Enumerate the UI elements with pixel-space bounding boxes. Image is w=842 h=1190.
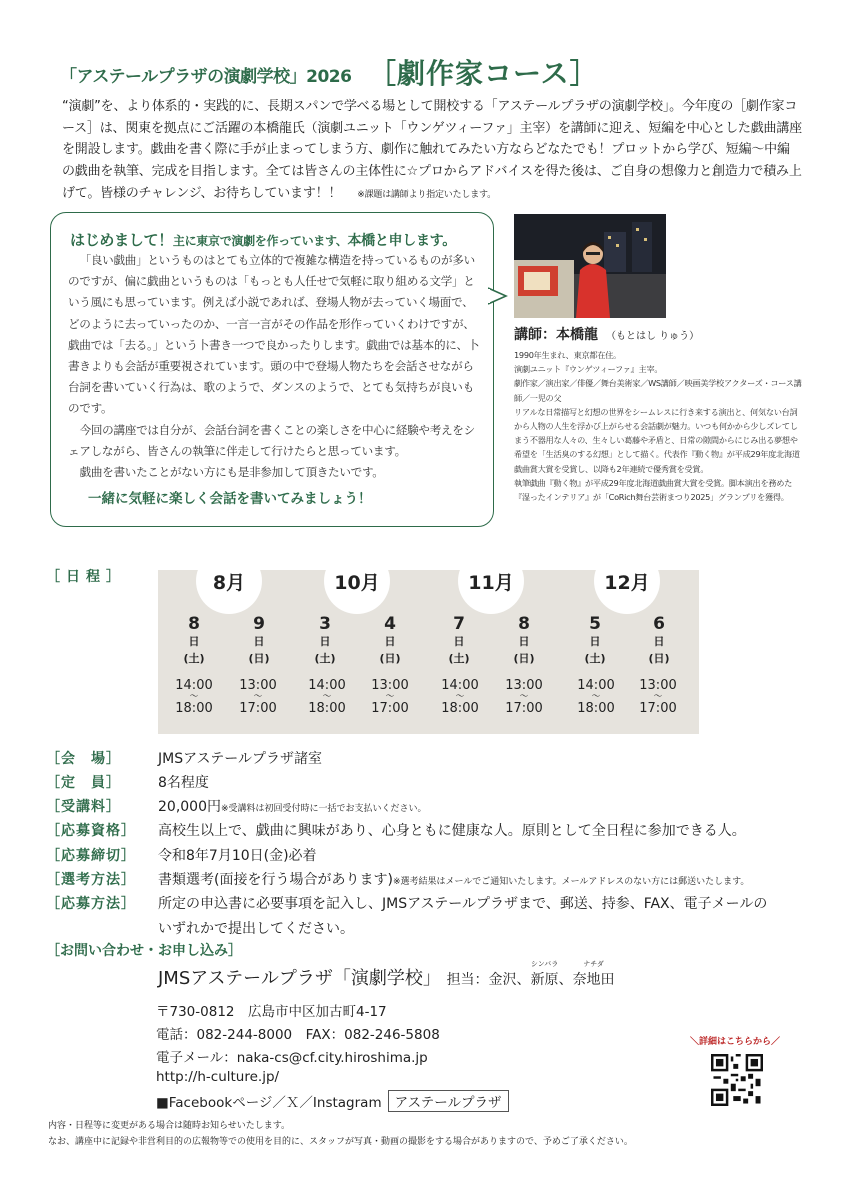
day-kanji: 日 (518, 635, 530, 648)
schedule-day (239, 616, 279, 667)
detail-text: 書類選考(面接を行う場合があります) (158, 872, 393, 888)
message-paragraph: 戯曲を書いたことがない方にも是非参加して頂きたいです。 (79, 465, 384, 480)
message-body (68, 250, 480, 483)
schedule-day (639, 616, 679, 667)
detail-value (158, 820, 746, 840)
org-name: JMSアステールプラザ「演劇学校」 (158, 968, 441, 989)
time-end: 18:00 (577, 701, 615, 716)
person-ruby: シンバラ (530, 960, 559, 968)
detail-text: 20,000円 (158, 799, 221, 815)
person-name (572, 960, 615, 989)
day-kanji: 日 (653, 635, 665, 648)
contact-label: ［お問い合わせ・お申し込み］ (46, 943, 242, 959)
time-end: 17:00 (371, 701, 409, 716)
month-badge: 10月 (324, 548, 390, 614)
schedule-day (305, 616, 345, 667)
contact-email[interactable]: 電子メール：naka-cs@cf.city.hiroshima.jp (156, 1050, 428, 1066)
month-badge: 12月 (594, 548, 660, 614)
time-end: 17:00 (505, 701, 543, 716)
greeting-hello: はじめまして！ (70, 231, 173, 249)
time-start: 13:00 (639, 678, 677, 693)
course-title: ［劇作家コース］ (368, 57, 599, 90)
day-number: 8 (518, 614, 530, 634)
day-number: 3 (319, 614, 331, 634)
bio-line: 演劇ユニット『ウンゲツィーファ』主宰。 (514, 364, 663, 375)
schedule-time (164, 678, 224, 716)
instructor-kana: （もとはし りゅう） (606, 331, 700, 342)
day-weekday: (日) (648, 652, 670, 665)
day-number: 4 (384, 614, 396, 634)
detail-label: ［応募資格］ (46, 823, 136, 839)
detail-label: ［定 員］ (46, 775, 121, 791)
day-weekday: (日) (379, 652, 401, 665)
contact-phone: 電話：082-244-8000 FAX：082-246-5808 (156, 1027, 440, 1043)
instructor-name (514, 324, 699, 344)
schedule-time (628, 678, 688, 716)
month-badge: 8月 (196, 548, 262, 614)
detail-label: ［受講料］ (46, 799, 121, 815)
schedule-day (439, 616, 479, 667)
contact-persons (446, 960, 615, 988)
detail-text: 所定の申込書に必要事項を記入し、JMSアステールプラザまで、郵送、持参、FAX、電子メールの (158, 896, 768, 912)
contact-url[interactable]: http://h-culture.jp/ (156, 1069, 280, 1085)
message-closing: 一緒に気軽に楽しく会話を書いてみましょう！ (88, 491, 372, 507)
day-kanji: 日 (253, 635, 265, 648)
schedule-day (575, 616, 615, 667)
schedule-time (228, 678, 288, 716)
day-number: 6 (653, 614, 665, 634)
time-separator: 〜 (189, 692, 199, 702)
time-separator: 〜 (591, 692, 601, 702)
course-subtitle: 「アステールプラザの演劇学校」2026 (60, 67, 352, 87)
person-ruby: ナチダ (583, 960, 604, 968)
schedule-time (360, 678, 420, 716)
day-weekday: (土) (314, 652, 336, 665)
detail-note: ※選考結果はメールでご通知いたします。メールアドレスのない方には郵送いたします。 (392, 877, 750, 887)
instructor-bio (514, 348, 804, 504)
time-start: 13:00 (239, 678, 277, 693)
bubble-tail (488, 286, 508, 306)
person-text: 新原 (530, 972, 559, 988)
detail-value (158, 869, 749, 889)
greeting-sub: 主に東京で演劇を作っています、 (172, 234, 348, 248)
day-kanji: 日 (384, 635, 396, 648)
message-greeting (70, 229, 456, 250)
detail-text: JMSアステールプラザ諸室 (158, 751, 322, 767)
bio-line: 劇作家／演出家／俳優／舞台美術家／WS講師／映画美学校アクターズ・コース講師／一児の父 (514, 378, 802, 403)
schedule-time (494, 678, 554, 716)
time-separator: 〜 (253, 692, 263, 702)
contact-org (158, 960, 615, 990)
qr-code-icon[interactable] (711, 1054, 763, 1106)
footer-note-1: 内容・日程等に変更がある場合は随時お知らせいたします。 (48, 1121, 291, 1131)
name-separator: 、 (558, 972, 573, 988)
detail-value (158, 772, 209, 792)
detail-value (158, 796, 427, 816)
sns-search-box[interactable]: アステールプラザ (388, 1090, 509, 1112)
time-start: 14:00 (175, 678, 213, 693)
day-weekday: (日) (248, 652, 270, 665)
schedule-time (430, 678, 490, 716)
detail-label: ［応募方法］ (46, 896, 136, 912)
contact-sns (156, 1090, 509, 1112)
schedule-label: ［日程］ (46, 569, 126, 585)
sns-list: ■Facebookページ／Ｘ／Instagram (156, 1095, 382, 1111)
detail-note: ※受講料は初回受付時に一括でお支払いください。 (221, 804, 427, 814)
time-separator: 〜 (322, 692, 332, 702)
bio-line: 1990年生まれ、東京都在住。 (514, 350, 621, 360)
time-separator: 〜 (455, 692, 465, 702)
day-number: 9 (253, 614, 265, 634)
detail-label: ［会 場］ (46, 751, 121, 767)
detail-label: ［応募締切］ (46, 848, 136, 864)
day-weekday: (日) (513, 652, 535, 665)
time-start: 14:00 (441, 678, 479, 693)
schedule-day (370, 616, 410, 667)
time-end: 18:00 (441, 701, 479, 716)
time-start: 14:00 (577, 678, 615, 693)
schedule-day (174, 616, 214, 667)
schedule-time (566, 678, 626, 716)
time-start: 14:00 (308, 678, 346, 693)
bio-line: 執筆戯曲『動く物』が平成29年度北海道戯曲賞大賞を受賞。脚本演出を務めた『湿ったインテリア』が「CoRich舞台芸術まつり2025」グランプリを獲得。 (514, 477, 792, 503)
day-kanji: 日 (453, 635, 465, 648)
detail-value (158, 748, 322, 768)
day-number: 8 (188, 614, 200, 634)
schedule-time (297, 678, 357, 716)
detail-value (158, 845, 317, 865)
intro-text (62, 96, 802, 207)
time-start: 13:00 (371, 678, 409, 693)
person-name (530, 960, 559, 989)
schedule-day (504, 616, 544, 667)
day-kanji: 日 (589, 635, 601, 648)
footer-note-2: なお、講座中に記録や非営利目的の広報物等での使用を目的に、スタッフが写真・動画の撮影をする場合がありますので、予めご了承ください。 (48, 1137, 633, 1147)
day-weekday: (土) (448, 652, 470, 665)
bio-line: リアルな日常描写と幻想の世界をシームレスに行き来する演出と、何気ない台詞から人物の人生を浮かび上がらせる会話劇が魅力。いつも何かから少しズレてしまう不器用な人々の、生々しい葛藤や矛盾と、日常の隙間からにじみ出る夢想や希望を「生活臭のする幻想」として描く。代表作『動く物』が平成29年度北海道戯曲賞大賞を受賞し、以降も2年連続で優秀賞を受賞。 (514, 406, 800, 474)
time-separator: 〜 (519, 692, 529, 702)
contact-address: 〒730-0812 広島市中区加古町4-17 (156, 1004, 387, 1020)
time-end: 18:00 (175, 701, 213, 716)
greeting-end: 本橋と申します。 (347, 233, 456, 249)
detail-value (158, 893, 767, 913)
message-paragraph: 「良い戯曲」というものはとても立体的で複雑な構造を持っているものが多いのですが、偏に戯曲というものは「もっとも人任せで気軽に取り組める文学」という風にも思っています。例えば小説であれば、登場人物が去っていく場面で、どのように去っていったのか、一言一言がその作品を形作っていくわけですが、戯曲では「去る。」という卜書き一つで良かったりします。戯曲では基本的に、卜書きよりも会話が重要視されています。頭の中で登場人物たちを会話させながら台詞を書いていく行為は、歌のようで、ダンスのようで、とても気持ちが良いものです。 (68, 253, 480, 416)
message-paragraph: 今回の講座では自分が、会話台詞を書くことの楽しさを中心に経験や考えをシェアしながら、皆さんの執筆に伴走して行けたらと思っています。 (68, 422, 475, 458)
time-start: 13:00 (505, 678, 543, 693)
detail-text: 令和8年7月10日(金)必着 (158, 848, 317, 864)
time-end: 17:00 (239, 701, 277, 716)
month-badge: 11月 (458, 548, 524, 614)
instructor-label: 講師：本橋龍 (514, 327, 598, 343)
detail-label: ［選考方法］ (46, 872, 136, 888)
time-end: 17:00 (639, 701, 677, 716)
time-separator: 〜 (385, 692, 395, 702)
tantou: 担当：金沢、 (446, 972, 531, 988)
person-text: 奈地田 (572, 972, 615, 988)
intro-body: “演劇”を、より体系的・実践的に、長期スパンで学べる場として開校する「アステールプラザの演劇学校」。今年度の［劇作家コース］は、関東を拠点にご活躍の本橋龍氏（演劇ユニット「ウンゲツィーファ」主宰）を講師に迎え、短編を中心とした戯曲講座を開設します。戯曲を書く際に手が止まってしまう方、劇作に触れてみたい方ならどなたでも！プロットから学び、短編～中編の戯曲を執筆、完成を目指します。全ては皆さんの主体性に☆プロからアドバイスを得た後は、ご自身の想像力と創造力で積み上げて。皆様のチャレンジ、お待ちしています！！ (62, 99, 802, 201)
time-end: 18:00 (308, 701, 346, 716)
day-kanji: 日 (319, 635, 331, 648)
time-separator: 〜 (653, 692, 663, 702)
day-number: 7 (453, 614, 465, 634)
apply-method-line2: いずれかで提出してください。 (158, 921, 354, 937)
day-number: 5 (589, 614, 601, 634)
instructor-photo (514, 214, 666, 318)
day-weekday: (土) (584, 652, 606, 665)
day-weekday: (土) (183, 652, 205, 665)
qr-caption: ＼詳細はこちらから／ (690, 1037, 781, 1047)
day-kanji: 日 (188, 635, 200, 648)
detail-text: 8名程度 (158, 775, 209, 791)
detail-text: 高校生以上で、戯曲に興味があり、心身ともに健康な人。原則として全日程に参加できる人。 (158, 823, 746, 839)
intro-note: ※課題は講師より指定いたします。 (357, 189, 496, 200)
